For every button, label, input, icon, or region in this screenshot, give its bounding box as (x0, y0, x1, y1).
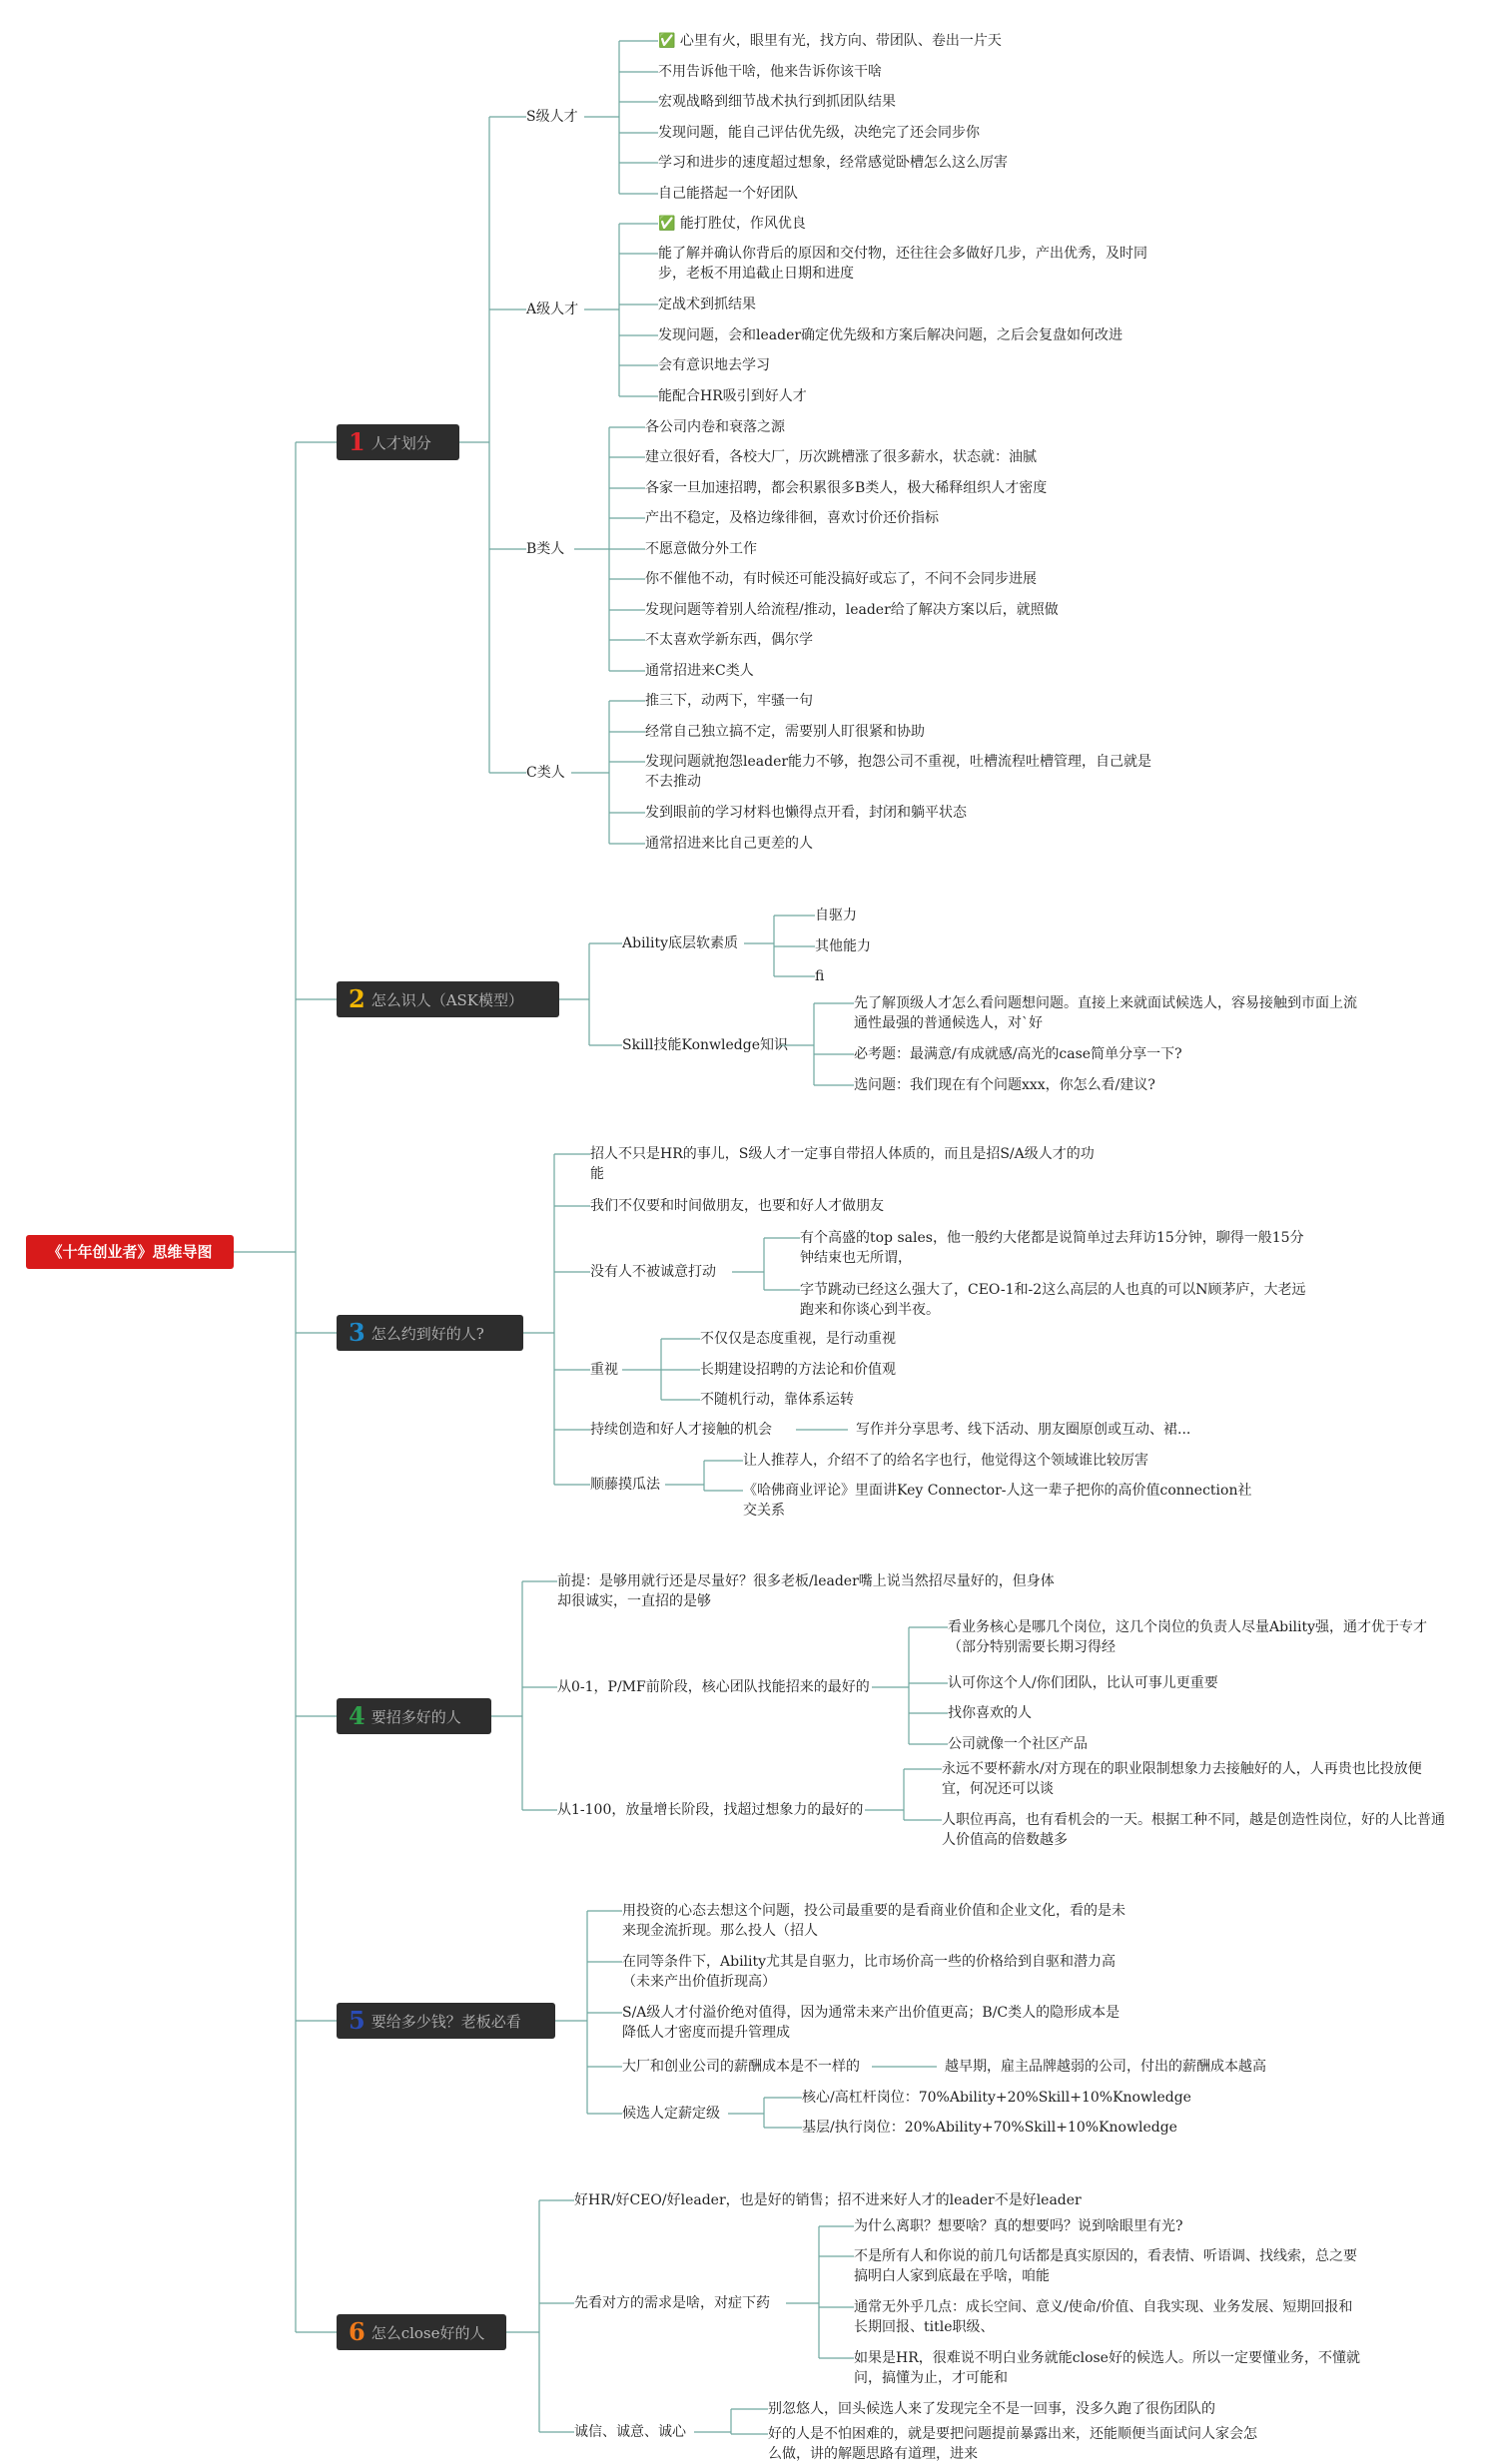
leaf-node[interactable]: 公司就像一个社区产品 (948, 1736, 1088, 1752)
leaf-node[interactable]: fi (815, 968, 825, 984)
node-emphasis[interactable]: 重视 (590, 1362, 618, 1378)
branch-label: 要给多少钱？老板必看 (371, 2013, 521, 2031)
leaf-node[interactable]: 选问题：我们现在有个问题xxx，你怎么看/建议? (854, 1077, 1155, 1093)
leaf-node[interactable]: 基层/执行岗位：20%Ability+70%Skill+10%Knowledge (802, 2120, 1177, 2136)
leaf-node[interactable]: 发现问题，能自己评估优先级，决绝完了还会同步你 (658, 125, 980, 141)
leaf-node[interactable]: 各家一旦加速招聘，都会积累很多B类人，极大稀释组织人才密度 (645, 480, 1048, 496)
branch-1-talent-tiers[interactable] (337, 424, 459, 460)
number-1-icon: 1 (349, 427, 366, 456)
branch-label: 要招多好的人 (371, 1708, 461, 1726)
leaf-node[interactable]: 字节跳动已经这么强大了，CEO-1和-2这么高层的人也真的可以N顾茅庐，大老远跑来和你谈心到半夜。 (800, 1282, 1306, 1318)
leaf-node[interactable]: 有个高盛的top sales，他一般约大佬都是说简单过去拜访15分钟，聊得一般15分钟结束也无所谓， (800, 1230, 1304, 1266)
number-3-icon: 3 (349, 1318, 366, 1347)
leaf-node[interactable]: 产出不稳定，及格边缘徘徊，喜欢讨价还价指标 (645, 510, 939, 526)
node-cost-differs[interactable]: 大厂和创业公司的薪酬成本是不一样的 (622, 2059, 860, 2075)
number-4-icon: 4 (349, 1701, 366, 1730)
leaf-node[interactable]: 通常无外乎几点：成长空间、意义/使命/价值、自我实现、业务发展、短期回报和长期回报、title职级、 (854, 2299, 1353, 2335)
leaf-node[interactable]: 好的人是不怕困难的，就是要把问题提前暴露出来，还能顺便当面试问人家会怎么做，讲的解题思路有道理，进来 (768, 2426, 1257, 2462)
node-one-to-hundred[interactable]: 从1-100，放量增长阶段，找超过想象力的最好的 (557, 1802, 864, 1818)
branch-label: 怎么识人（ASK模型） (371, 991, 524, 1009)
leaf-node[interactable]: ✅ 能打胜仗，作风优良 (658, 216, 806, 232)
leaf-node[interactable]: 发现问题，会和leader确定优先级和方案后解决问题，之后会复盘如何改进 (658, 327, 1123, 343)
leaf-node[interactable]: 不随机行动，靠体系运转 (700, 1392, 854, 1408)
leaf-node[interactable]: 发到眼前的学习材料也懒得点开看，封闭和躺平状态 (645, 805, 967, 821)
branch-label: 怎么约到好的人? (371, 1325, 484, 1343)
node-invest-mindset[interactable]: 用投资的心态去想这个问题，投公司最重要的是看商业价值和企业文化，看的是未来现金流折现。那么投人（招人 (622, 1903, 1125, 1939)
node-needs[interactable]: 先看对方的需求是啥，对症下药 (574, 2295, 770, 2311)
leaf-node[interactable]: 会有意识地去学习 (658, 357, 770, 373)
leaf-node[interactable]: 不用告诉他干啥，他来告诉你该干啥 (658, 64, 882, 80)
node-good-hr-sales[interactable]: 好HR/好CEO/好leader，也是好的销售；招不进来好人才的leader不是好leader (574, 2192, 1082, 2208)
node-zero-to-one[interactable]: 从0-1，P/MF前阶段，核心团队找能招来的最好的 (557, 1679, 870, 1695)
node-c-tier[interactable]: C类人 (526, 765, 565, 781)
node-skill-knowledge[interactable]: Skill技能Konwledge知识 (622, 1037, 788, 1053)
leaf-node[interactable]: 为什么离职？想要啥？真的想要吗？说到啥眼里有光? (854, 2218, 1183, 2234)
leaf-node[interactable]: 找你喜欢的人 (948, 1705, 1032, 1721)
number-6-icon: 6 (349, 2317, 366, 2346)
leaf-node[interactable]: 让人推荐人，介绍不了的给名字也行，他觉得这个领域谁比较厉害 (743, 1453, 1148, 1469)
node-salary-level[interactable]: 候选人定薪定级 (622, 2106, 720, 2122)
leaf-node[interactable]: 必考题：最满意/有成就感/高光的case简单分享一下? (854, 1046, 1182, 1062)
node-honesty[interactable]: 诚信、诚意、诚心 (574, 2424, 686, 2440)
node-referral[interactable]: 顺藤摸瓜法 (590, 1477, 660, 1493)
node-friends-with-talent[interactable]: 我们不仅要和时间做朋友，也要和好人才做朋友 (590, 1198, 884, 1214)
leaf-node[interactable]: 自己能搭起一个好团队 (658, 186, 798, 202)
leaf-node[interactable]: 推三下，动两下，牢骚一句 (645, 693, 813, 709)
leaf-node[interactable]: 别忽悠人，回头候选人来了发现完全不是一回事，没多久跑了很伤团队的 (768, 2401, 1215, 2417)
leaf-node[interactable]: 不仅仅是态度重视，是行动重视 (700, 1331, 896, 1347)
node-premium-worth[interactable]: S/A级人才付溢价绝对值得，因为通常未来产出价值更高；B/C类人的隐形成本是降低人才密度而提升管理成 (622, 2005, 1120, 2041)
leaf-node[interactable]: 不愿意做分外工作 (645, 541, 757, 557)
leaf-node[interactable]: 《哈佛商业评论》里面讲Key Connector-人这一辈子把你的高价值connection社交关系 (743, 1483, 1252, 1519)
leaf-node[interactable]: 能了解并确认你背后的原因和交付物，还往往会多做好几步，产出优秀，及时同步，老板不用追截止日期和进度 (658, 246, 1147, 282)
leaf-node[interactable]: 认可你这个人/你们团队，比认可事儿更重要 (948, 1675, 1218, 1691)
node-sincerity[interactable]: 没有人不被诚意打动 (590, 1264, 716, 1280)
node-hr-not-only[interactable]: 招人不只是HR的事儿，S级人才一定事自带招人体质的，而且是招S/A级人才的功能 (590, 1146, 1095, 1182)
branch-6-close-talent[interactable] (337, 2314, 506, 2350)
leaf-node[interactable]: ✅ 心里有火，眼里有光，找方向、带团队、卷出一片天 (658, 33, 1002, 49)
leaf-node[interactable]: 各公司内卷和衰落之源 (645, 419, 785, 435)
node-a-tier[interactable]: A级人才 (526, 302, 579, 317)
leaf-node[interactable]: 你不催他不动，有时候还可能没搞好或忘了，不问不会同步进展 (645, 571, 1037, 587)
leaf-node[interactable]: 永远不要杯薪水/对方现在的职业限制想象力去接触好的人，人再贵也比投放便宜，何况还可以谈 (942, 1761, 1422, 1797)
leaf-node[interactable]: 人职位再高，也有看机会的一天。根据工种不同，越是创造性岗位，好的人比普通人价值高的倍数越多 (942, 1812, 1445, 1848)
node-create-contact[interactable]: 持续创造和好人才接触的机会 (590, 1422, 772, 1438)
leaf-node[interactable]: 不太喜欢学新东西，偶尔学 (645, 632, 813, 648)
branch-label: 人才划分 (371, 434, 431, 452)
leaf-node[interactable]: 长期建设招聘的方法论和价值观 (700, 1362, 896, 1378)
leaf-node[interactable]: 先了解顶级人才怎么看问题想问题。直接上来就面试候选人，容易接触到市面上流通性最强的普通候选人，对`好 (854, 995, 1357, 1031)
leaf-node[interactable]: 写作并分享思考、线下活动、朋友圈原创或互动、裙... (856, 1422, 1191, 1438)
leaf-node[interactable]: 通常招进来比自己更差的人 (645, 836, 813, 852)
leaf-node[interactable]: 越早期，雇主品牌越弱的公司，付出的薪酬成本越高 (945, 2059, 1266, 2075)
leaf-node[interactable]: 定战术到抓结果 (658, 297, 756, 312)
node-ability[interactable]: Ability底层软素质 (622, 935, 739, 951)
number-2-icon: 2 (349, 984, 366, 1013)
leaf-node[interactable]: 发现问题就抱怨leader能力不够，抱怨公司不重视，吐槽流程吐槽管理，自己就是不去推动 (645, 754, 1152, 790)
leaf-node[interactable]: 看业务核心是哪几个岗位，这几个岗位的负责人尽量Ability强，通才优于专才（部分特别需要长期习得经 (948, 1619, 1428, 1655)
leaf-node[interactable]: 能配合HR吸引到好人才 (658, 388, 807, 404)
node-same-conditions[interactable]: 在同等条件下，Ability尤其是自驱力，比市场价高一些的价格给到自驱和潜力高（未来产出价值折现高） (622, 1954, 1117, 1990)
node-premise[interactable]: 前提：是够用就行还是尽量好？很多老板/leader嘴上说当然招尽量好的，但身体却很诚实，一直招的是够 (557, 1573, 1055, 1609)
leaf-node[interactable]: 不是所有人和你说的前几句话都是真实原因的，看表情、听语调、找线索，总之要搞明白人家到底最在乎啥，咱能 (854, 2248, 1357, 2284)
node-b-tier[interactable]: B类人 (526, 541, 565, 557)
branch-5-compensation[interactable] (337, 2003, 555, 2039)
number-5-icon: 5 (349, 2006, 366, 2035)
node-s-tier[interactable]: S级人才 (526, 109, 578, 125)
leaf-node[interactable]: 自驱力 (815, 908, 857, 924)
leaf-node[interactable]: 发现问题等着别人给流程/推动，leader给了解决方案以后，就照做 (645, 602, 1059, 618)
root-node[interactable]: 《十年创业者》思维导图 (26, 1235, 234, 1269)
leaf-node[interactable]: 如果是HR，很难说不明白业务就能close好的候选人。所以一定要懂业务，不懂就问，搞懂为止，才可能和 (854, 2350, 1360, 2386)
leaf-node[interactable]: 经常自己独立搞不定，需要别人盯很紧和协助 (645, 724, 925, 740)
branch-2-identify-people[interactable] (337, 981, 559, 1017)
leaf-node[interactable]: 其他能力 (815, 938, 871, 954)
leaf-node[interactable]: 建立很好看，各校大厂，历次跳槽涨了很多薪水，状态就：油腻 (645, 449, 1037, 465)
branch-3-reach-talent[interactable] (337, 1315, 523, 1351)
leaf-node[interactable]: 学习和进步的速度超过想象，经常感觉卧槽怎么这么厉害 (658, 155, 1008, 171)
leaf-node[interactable]: 通常招进来C类人 (645, 663, 754, 679)
branch-label: 怎么close好的人 (371, 2324, 485, 2342)
branch-4-hire-quality[interactable] (337, 1698, 491, 1734)
leaf-node[interactable]: 核心/高杠杆岗位：70%Ability+20%Skill+10%Knowledge (802, 2090, 1191, 2106)
leaf-node[interactable]: 宏观战略到细节战术执行到抓团队结果 (658, 94, 896, 110)
